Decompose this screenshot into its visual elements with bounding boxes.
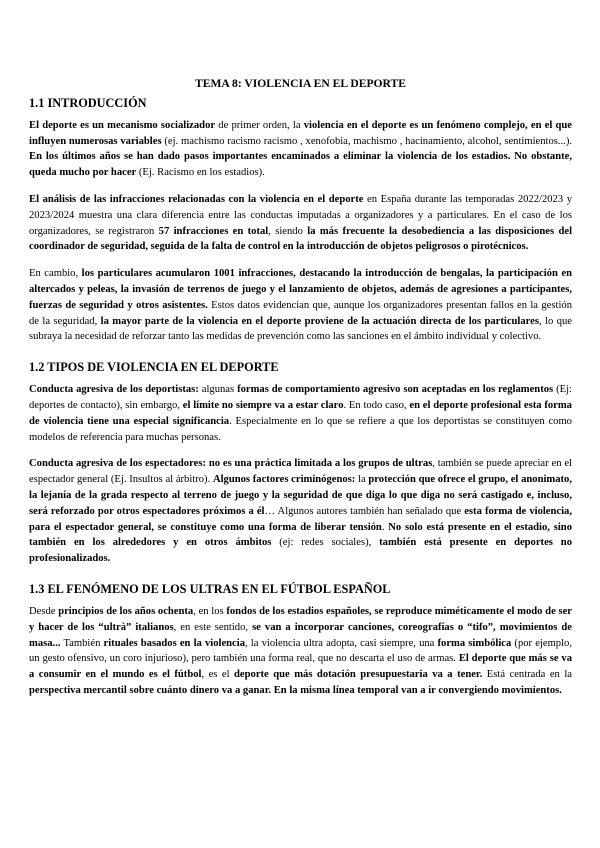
section-heading: 1.3 EL FENÓMENO DE LOS ULTRAS EN EL FÚTBOL ESPAÑOL [29, 581, 391, 596]
paragraph [29, 456, 572, 567]
section-heading: 1.1 INTRODUCCIÓN [29, 95, 147, 110]
section-introduccion [29, 95, 572, 345]
text-run: , es el [201, 669, 235, 681]
text-run: , siendo [268, 225, 308, 237]
text-run: (ej: redes sociales), [271, 537, 380, 549]
text-run: . [381, 521, 389, 533]
bold-text-run: los particulares acumularon 1001 infracciones, destacando la introducción de bengalas, la participación en altercados y peleas, la invasión de terrenos de juego y el lanzamiento de objetos, además de agresiones a participantes, fuerzas de seguridad y otros asistentes. [29, 268, 572, 311]
paragraph [29, 192, 572, 255]
bold-text-run: El deporte es un mecanismo socializador [29, 119, 216, 131]
text-run: , la violencia ultra adopta, casi siempre, una [245, 637, 438, 649]
text-run: (Ej. Racismo en los estadios). [136, 167, 265, 179]
text-run: Desde [29, 605, 59, 617]
text-run: de primer orden, la [215, 119, 304, 131]
paragraph [29, 118, 572, 181]
text-run: , en los [193, 605, 227, 617]
text-run: (ej. machismo racismo racismo , xenofobia, machismo , hacinamiento, alcohol, sentimientos...). [161, 135, 572, 147]
text-run: , lo que subraya la necesidad de reforzar tanto las medidas de prevención como las sanciones en el ámbito individual y colectivo. [29, 315, 572, 343]
bold-text-run: El análisis de las infracciones relacionadas con la violencia en el deporte [29, 193, 364, 205]
text-run: . Especialmente en lo que se refiere a que los deportistas se constituyen como modelos de referencia para muchas personas. [29, 415, 572, 443]
text-run: , en este sentido, [173, 621, 253, 633]
text-run: En cambio, [29, 268, 82, 280]
bold-text-run: en el deporte profesional esta forma de violencia tiene una especial significancia [29, 399, 572, 427]
bold-text-run: deporte que más dotación presupuestaria va a tener. [234, 669, 483, 681]
paragraph [29, 266, 572, 345]
bold-text-run: En los últimos años se han dado pasos importantes encaminados a eliminar la violencia de los estadios. No obstante, queda mucho por hacer [29, 151, 572, 179]
bold-text-run: No solo está presente en el estadio, sino también en los alrededores y en otros ámbitos [29, 521, 572, 549]
text-run: Estos datos evidencian que, aunque los organizadores presentan fallos en la gestión de la seguridad, [29, 299, 572, 327]
text-run: … Algunos autores también han señalado que [264, 505, 465, 517]
bold-text-run: esta forma de violencia, para el espectador general, se constituye como una forma de liberar tensión [29, 505, 572, 533]
text-run: Está centrada en la [482, 669, 572, 681]
section-tipos-violencia [29, 359, 572, 567]
bold-text-run: El deporte que más se va a consumir en el mundo es el fútbol [29, 653, 572, 681]
bold-text-run: se van a incorporar canciones, coreografías o “tifo”, movimientos de masa... [29, 621, 572, 649]
bold-text-run: protección que ofrece el grupo, el anonimato, la lejanía de la grada respecto al terreno de juego y la seguridad de que diga lo que diga no será castigado e, incluso, será reforzado por otros espectadores próximos a él [29, 474, 572, 517]
text-run: la [355, 474, 369, 486]
bold-text-run: formas de comportamiento agresivo son aceptadas en los reglamentos [237, 384, 554, 396]
text-run: (por ejemplo, un gesto ofensivo, un coro injurioso), pero también una forma real, que no descarta el uso de armas. [29, 637, 572, 665]
document-title: TEMA 8: VIOLENCIA EN EL DEPORTE [194, 77, 406, 90]
bold-text-run: principios de los años ochenta [58, 605, 194, 617]
text-run: , también se puede apreciar en el espectador general (Ej. Insultos al árbitro). [29, 458, 572, 486]
bold-text-run: Conducta agresiva de los deportistas: [29, 384, 199, 396]
text-run: También [60, 637, 104, 649]
bold-text-run: el límite no siempre va a estar claro [182, 399, 344, 411]
bold-text-run: también está presente en deportes no profesionalizados. [29, 537, 572, 565]
bold-text-run: rituales basados en la violencia [103, 637, 245, 649]
text-run: algunas [198, 384, 238, 396]
section-heading: 1.2 TIPOS DE VIOLENCIA EN EL DEPORTE [29, 360, 279, 375]
bold-text-run: perspectiva mercantil sobre cuánto dinero va a ganar. En la misma línea temporal van a ir convergiendo movimientos. [29, 684, 562, 696]
bold-text-run: fondos de los estadios españoles, se reproduce miméticamente el modo de ser y hacer de los “ultrà” italianos [29, 605, 573, 633]
bold-text-run: forma simbólica [437, 637, 512, 649]
text-run: (Ej: deportes de contacto), sin embargo, [29, 384, 572, 411]
bold-text-run: Conducta agresiva de los espectadores: no es una práctica limitada a los grupos de ultras [29, 458, 433, 470]
text-run: en España durante las temporadas 2022/2023 y 2023/2024 muestra una clara diferencia entre las conductas imputadas a organizadores y a particulares. En el caso de los organizadores, se registraron [29, 193, 572, 237]
section-ultras [29, 581, 572, 699]
bold-text-run: Algunos factores criminógenos: [212, 474, 356, 486]
paragraph [29, 604, 572, 699]
bold-text-run: violencia en el deporte es un fenómeno complejo, en el que influyen numerosas variables [29, 119, 572, 147]
text-run: . En todo caso, [343, 399, 410, 411]
paragraph [29, 382, 572, 445]
bold-text-run: la mayor parte de la violencia en el deporte proviene de la actuación directa de los particulares [100, 315, 540, 327]
bold-text-run: la más frecuente la desobediencia a las disposiciones del coordinador de seguridad, seguida de la falta de control en la introducción de objetos peligrosos o pirotécnicos. [29, 225, 573, 253]
bold-text-run: 57 infracciones en total [158, 225, 269, 237]
